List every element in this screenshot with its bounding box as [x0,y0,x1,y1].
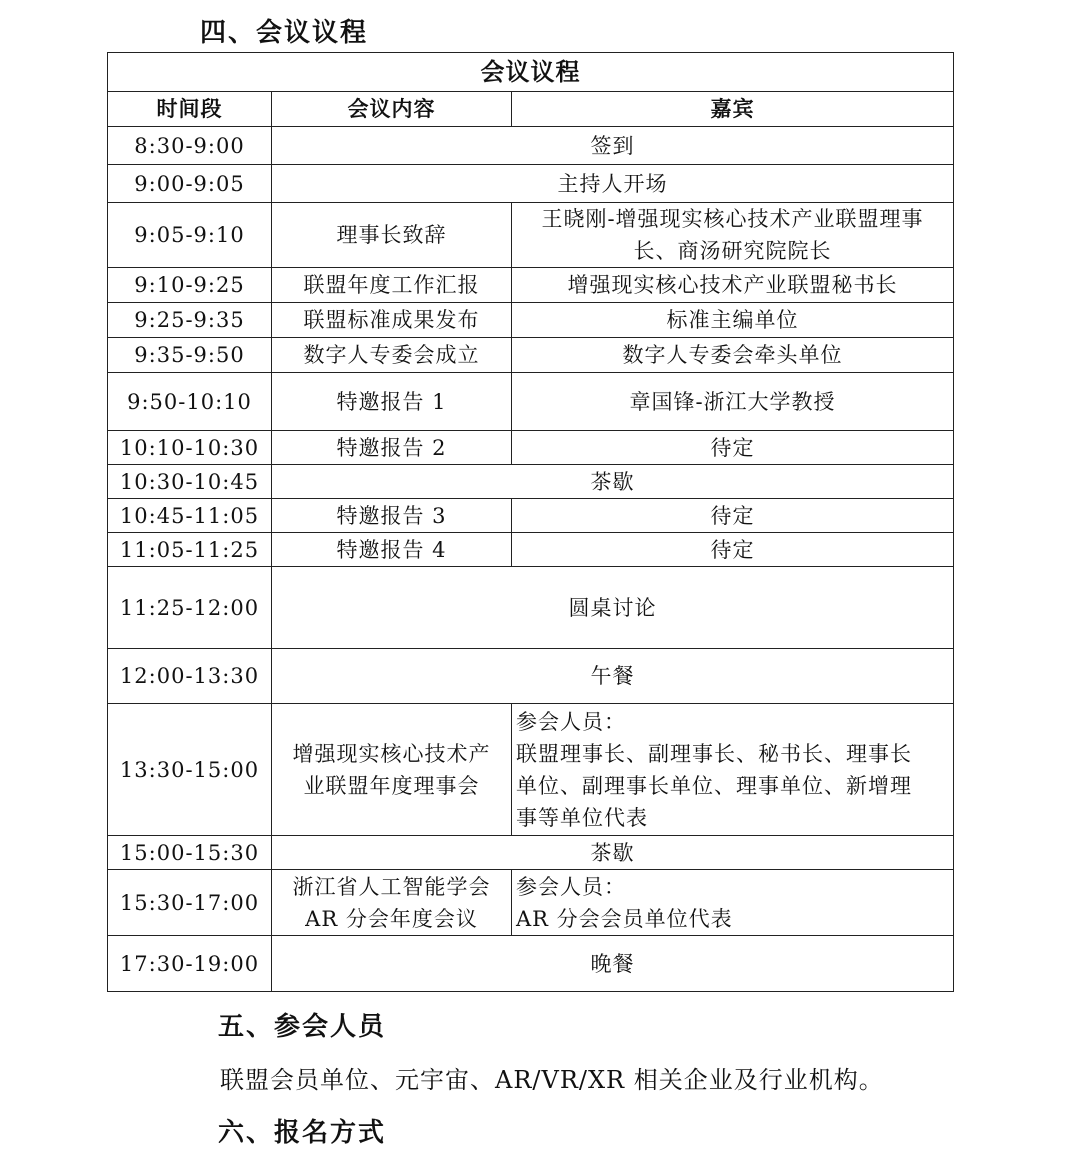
guests-line: 联盟理事长、副理事长、秘书长、理事长 [516,741,912,766]
time-cell: 11:25-12:00 [108,567,272,649]
time-cell: 9:35-9:50 [108,338,272,373]
content-cell: 特邀报告 4 [272,533,512,567]
merged-cell: 主持人开场 [272,165,954,203]
table-row [108,127,954,165]
guests-cell: 数字人专委会牵头单位 [512,338,954,373]
guests-cell [512,870,954,936]
section-5-heading: 五、参会人员 [218,1012,387,1042]
guests-cell: 标准主编单位 [512,303,954,338]
table-row [108,431,954,465]
guests-cell: 待定 [512,533,954,567]
table-row [108,567,954,649]
section-4-heading: 四、会议议程 [200,18,369,48]
table-row [108,499,954,533]
guests-cell [512,704,954,836]
content-cell: 特邀报告 3 [272,499,512,533]
attendees-text: 联盟会员单位、元宇宙、AR/VR/XR 相关企业及行业机构。 [220,1066,884,1094]
table-row [108,465,954,499]
guests-cell: 章国锋-浙江大学教授 [512,373,954,431]
content-cell [272,704,512,836]
guests-line: 单位、副理事长单位、理事单位、新增理 [516,773,912,798]
table-row [108,533,954,567]
table-row [108,303,954,338]
table-row [108,936,954,992]
section-6-heading: 六、报名方式 [218,1118,387,1148]
merged-cell: 午餐 [272,649,954,704]
table-row [108,373,954,431]
guests-line: AR 分会会员单位代表 [516,906,733,931]
guests-cell: 待定 [512,499,954,533]
time-cell: 10:30-10:45 [108,465,272,499]
time-cell: 9:00-9:05 [108,165,272,203]
table-row [108,870,954,936]
guests-line: 长、商汤研究院院长 [633,239,832,263]
content-cell: 联盟年度工作汇报 [272,268,512,303]
content-cell: 联盟标准成果发布 [272,303,512,338]
table-row [108,165,954,203]
time-cell: 9:10-9:25 [108,268,272,303]
agenda-table [107,52,954,992]
content-cell: 特邀报告 1 [272,373,512,431]
table-row [108,836,954,870]
guests-cell: 待定 [512,431,954,465]
time-cell: 13:30-15:00 [108,704,272,836]
merged-cell: 圆桌讨论 [272,567,954,649]
time-cell: 10:10-10:30 [108,431,272,465]
guests-line: 王晓刚-增强现实核心技术产业联盟理事 [541,207,924,231]
content-cell: 特邀报告 2 [272,431,512,465]
table-title: 会议议程 [108,53,954,92]
merged-cell: 签到 [272,127,954,165]
guests-line: 事等单位代表 [516,805,648,830]
time-cell: 10:45-11:05 [108,499,272,533]
merged-cell: 茶歇 [272,465,954,499]
time-cell: 8:30-9:00 [108,127,272,165]
table-row [108,268,954,303]
table-row [108,338,954,373]
merged-cell: 晚餐 [272,936,954,992]
content-line: 业联盟年度理事会 [303,773,480,798]
header-guests: 嘉宾 [512,92,954,127]
time-cell: 9:25-9:35 [108,303,272,338]
guests-cell [512,203,954,268]
content-cell: 数字人专委会成立 [272,338,512,373]
header-content: 会议内容 [272,92,512,127]
time-cell: 11:05-11:25 [108,533,272,567]
guests-cell: 增强现实核心技术产业联盟秘书长 [512,268,954,303]
time-cell: 9:50-10:10 [108,373,272,431]
table-row [108,649,954,704]
merged-cell: 茶歇 [272,836,954,870]
time-cell: 15:00-15:30 [108,836,272,870]
time-cell: 17:30-19:00 [108,936,272,992]
table-row [108,704,954,836]
content-cell: 理事长致辞 [272,203,512,268]
time-cell: 12:00-13:30 [108,649,272,704]
content-line: AR 分会年度会议 [305,906,478,931]
time-cell: 15:30-17:00 [108,870,272,936]
content-cell [272,870,512,936]
guests-line: 参会人员： [516,709,626,734]
table-row [108,203,954,268]
content-line: 增强现实核心技术产 [292,741,491,766]
guests-line: 参会人员： [516,874,626,899]
header-time: 时间段 [108,92,272,127]
content-line: 浙江省人工智能学会 [292,874,491,899]
time-cell: 9:05-9:10 [108,203,272,268]
